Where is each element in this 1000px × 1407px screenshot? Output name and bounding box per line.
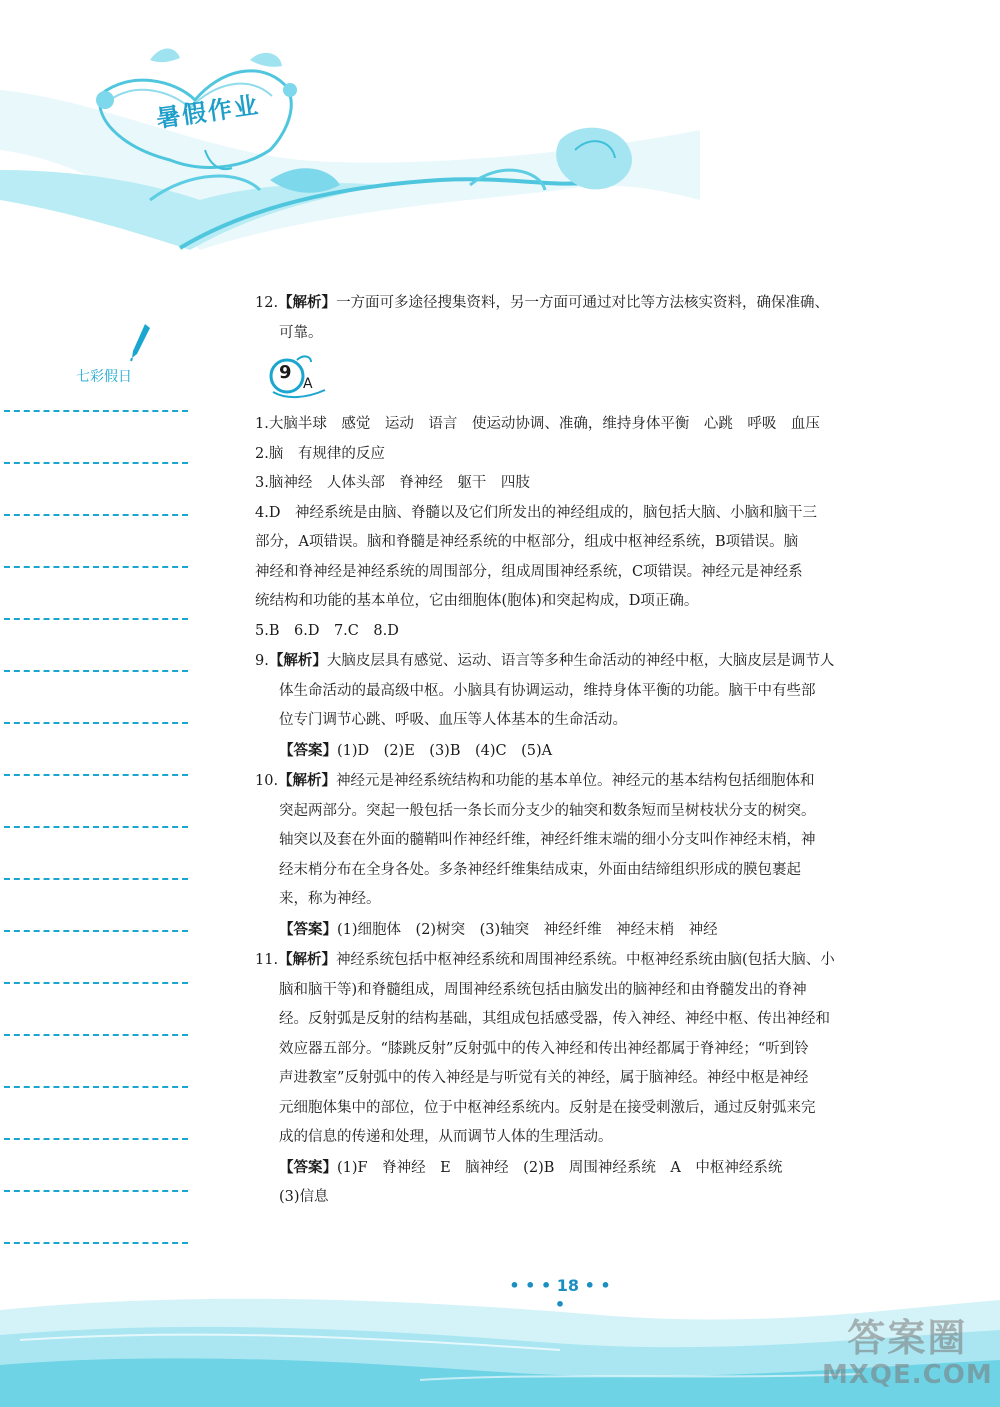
note-line: [4, 1190, 188, 1192]
answer-9-line: 体生命活动的最高级中枢。小脑具有协调运动，维持身体平衡的功能。脑干中有些部: [279, 682, 816, 699]
note-line: [4, 722, 188, 724]
note-line: [4, 566, 188, 568]
answer-12: 12.【解析】一方面可多途径搜集资料，另一方面可通过对比等方法核实资料，确保准确、: [255, 294, 830, 311]
note-line: [4, 670, 188, 672]
watermark-cn: 答案圈: [847, 1316, 968, 1360]
answer-9-line: 9.【解析】大脑皮层具有感觉、运动、语言等多种生命活动的神经中枢，大脑皮层是调节人: [255, 652, 835, 669]
note-line: [4, 1138, 188, 1140]
note-line: [4, 410, 188, 412]
answer-3: 3.脑神经 人体头部 脊神经 躯干 四肢: [255, 475, 530, 491]
answer-11-key: 【答案】(1)F 脊神经 E 脑神经 (2)B 周围神经系统 A 中枢神经系统: [279, 1158, 783, 1176]
answer-10-line: 经末梢分布在全身各处。多条神经纤维集结成束，外面由结缔组织形成的膜包裹起: [279, 861, 801, 878]
answer-11-line: 经。反射弧是反射的结构基础，其组成包括感受器，传入神经、神经中枢、传出神经和: [279, 1011, 830, 1027]
note-line: [4, 982, 188, 984]
section-number: 9: [279, 362, 292, 383]
site-watermark: [822, 1316, 993, 1390]
section-badge-icon: [267, 354, 327, 404]
answer-10-line: 10.【解析】神经元是神经系统结构和功能的基本单位。神经元的基本结构包括细胞体和: [255, 772, 815, 789]
note-line: [4, 514, 188, 516]
answer-11-line: 11.【解析】神经系统包括中枢神经系统和周围神经系统。中枢神经系统由脑(包括大脑、小: [255, 951, 835, 968]
answer-10-key: 【答案】(1)细胞体 (2)树突 (3)轴突 神经纤维 神经末梢 神经: [279, 920, 718, 938]
answer-11-line: 声进教室”反射弧中的传入神经是与听觉有关的神经，属于脑神经。神经中枢是神经: [279, 1070, 809, 1086]
answer-9-line: 位专门调节心跳、呼吸、血压等人体基本的生命活动。: [279, 712, 627, 728]
answer-11-line: 效应器五部分。“膝跳反射”反射弧中的传入神经和传出神经都属于脊神经；“听到铃: [279, 1040, 809, 1057]
answer-11-line: 脑和脑干等)和脊髓组成，周围神经系统包括由脑发出的脑神经和由脊髓发出的脊神: [279, 981, 807, 998]
note-line: [4, 1242, 188, 1244]
answer-10-line: 轴突以及套在外面的髓鞘叫作神经纤维，神经纤维末端的细小分支叫作神经末梢，神: [279, 832, 816, 848]
answer-4-line: 部分，A项错误。脑和脊髓是神经系统的中枢部分，组成中枢神经系统，B项错误。脑: [255, 534, 799, 550]
answer-11-key-cont: (3)信息: [279, 1189, 329, 1205]
section-letter: A: [303, 376, 313, 392]
answer-4-line: 4.D 神经系统是由脑、脊髓以及它们所发出的神经组成的，脑包括大脑、小脑和脑干三: [255, 504, 817, 521]
pen-icon: [128, 322, 152, 362]
answer-5-8: 5.B 6.D 7.C 8.D: [255, 622, 399, 639]
banner-title: 暑假作业: [154, 90, 262, 134]
answer-1: 1.大脑半球 感觉 运动 语言 使运动协调、准确，维持身体平衡 心跳 呼吸 血压: [255, 416, 820, 432]
answer-9-key: 【答案】(1)D (2)E (3)B (4)C (5)A: [279, 741, 553, 759]
answer-4-line: 神经和脊神经是神经系统的周围部分，组成周围神经系统，C项错误。神经元是神经系: [255, 563, 803, 580]
watermark-en: MXQE.COM: [822, 1360, 993, 1390]
answer-2: 2.脑 有规律的反应: [255, 445, 385, 462]
answer-11-line: 成的信息的传递和处理，从而调节人体的生理活动。: [279, 1129, 613, 1145]
note-line: [4, 826, 188, 828]
answer-11-line: 元细胞体集中的部位，位于中枢神经系统内。反射是在接受刺激后，通过反射弧来完: [279, 1099, 816, 1116]
section-badge: [267, 354, 887, 406]
answer-4-line: 统结构和功能的基本单位，它由细胞体(胞体)和突起构成，D项正确。: [255, 593, 699, 609]
note-line: [4, 774, 188, 776]
answer-content: [255, 288, 887, 1213]
note-line: [4, 462, 188, 464]
answer-10-line: 来，称为神经。: [279, 891, 381, 907]
sidebar-label: 七彩假日: [76, 369, 132, 385]
note-line: [4, 618, 188, 620]
page-number: • • • 18 • • •: [509, 1276, 611, 1314]
note-line: [4, 1034, 188, 1036]
note-line: [4, 878, 188, 880]
note-line: [4, 1086, 188, 1088]
answer-10-line: 突起两部分。突起一般包括一条长而分支少的轴突和数条短而呈树枝状分支的树突。: [279, 802, 816, 819]
answer-12-cont: 可靠。: [279, 324, 323, 341]
note-line: [4, 930, 188, 932]
